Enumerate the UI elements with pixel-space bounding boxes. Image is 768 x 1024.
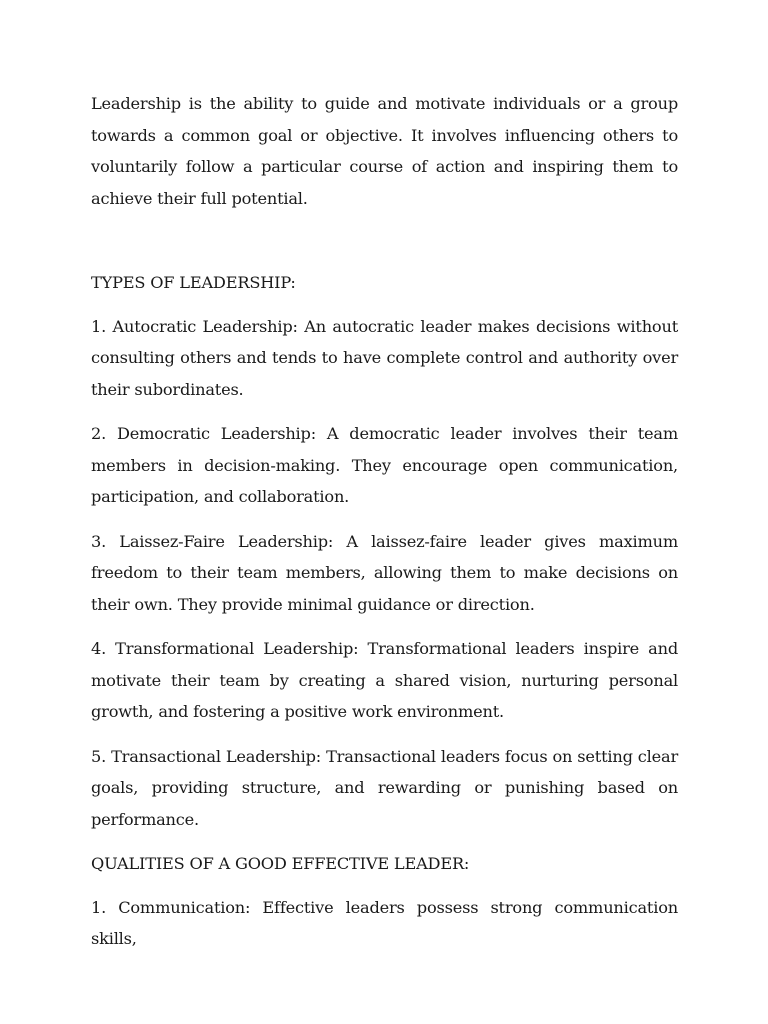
leadership-type-autocratic: 1. Autocratic Leadership: An autocratic leader makes decisions without consulting others and tends to have complete control and authority over their subordinates.	[91, 316, 678, 399]
leadership-type-democratic: 2. Democratic Leadership: A democratic leader involves their team members in decision-making. They encourage open communication, participation, and collaboration.	[91, 424, 678, 506]
leadership-type-transactional: 5. Transactional Leadership: Transactional leaders focus on setting clear goals, providing structure, and rewarding or punishing based on performance.	[91, 746, 678, 829]
leadership-type-laissez-faire: 3. Laissez-Faire Leadership: A laissez-faire leader gives maximum freedom to their team members, allowing them to make decisions on their own. They provide minimal guidance or direction.	[91, 531, 678, 614]
leadership-type-transformational: 4. Transformational Leadership: Transformational leaders inspire and motivate their team by creating a shared vision, nurturing personal growth, and fostering a positive work environment.	[91, 639, 678, 721]
qualities-heading: QUALITIES OF A GOOD EFFECTIVE LEADER:	[91, 854, 470, 873]
quality-communication: 1. Communication: Effective leaders possess strong communication skills,	[91, 897, 678, 948]
document-page	[91, 88, 678, 955]
types-heading: TYPES OF LEADERSHIP:	[91, 273, 296, 292]
intro-paragraph: Leadership is the ability to guide and motivate individuals or a group towards a common goal or objective. It involves influencing others to voluntarily follow a particular course of action and inspiring them to achieve their full potential.	[91, 94, 678, 208]
